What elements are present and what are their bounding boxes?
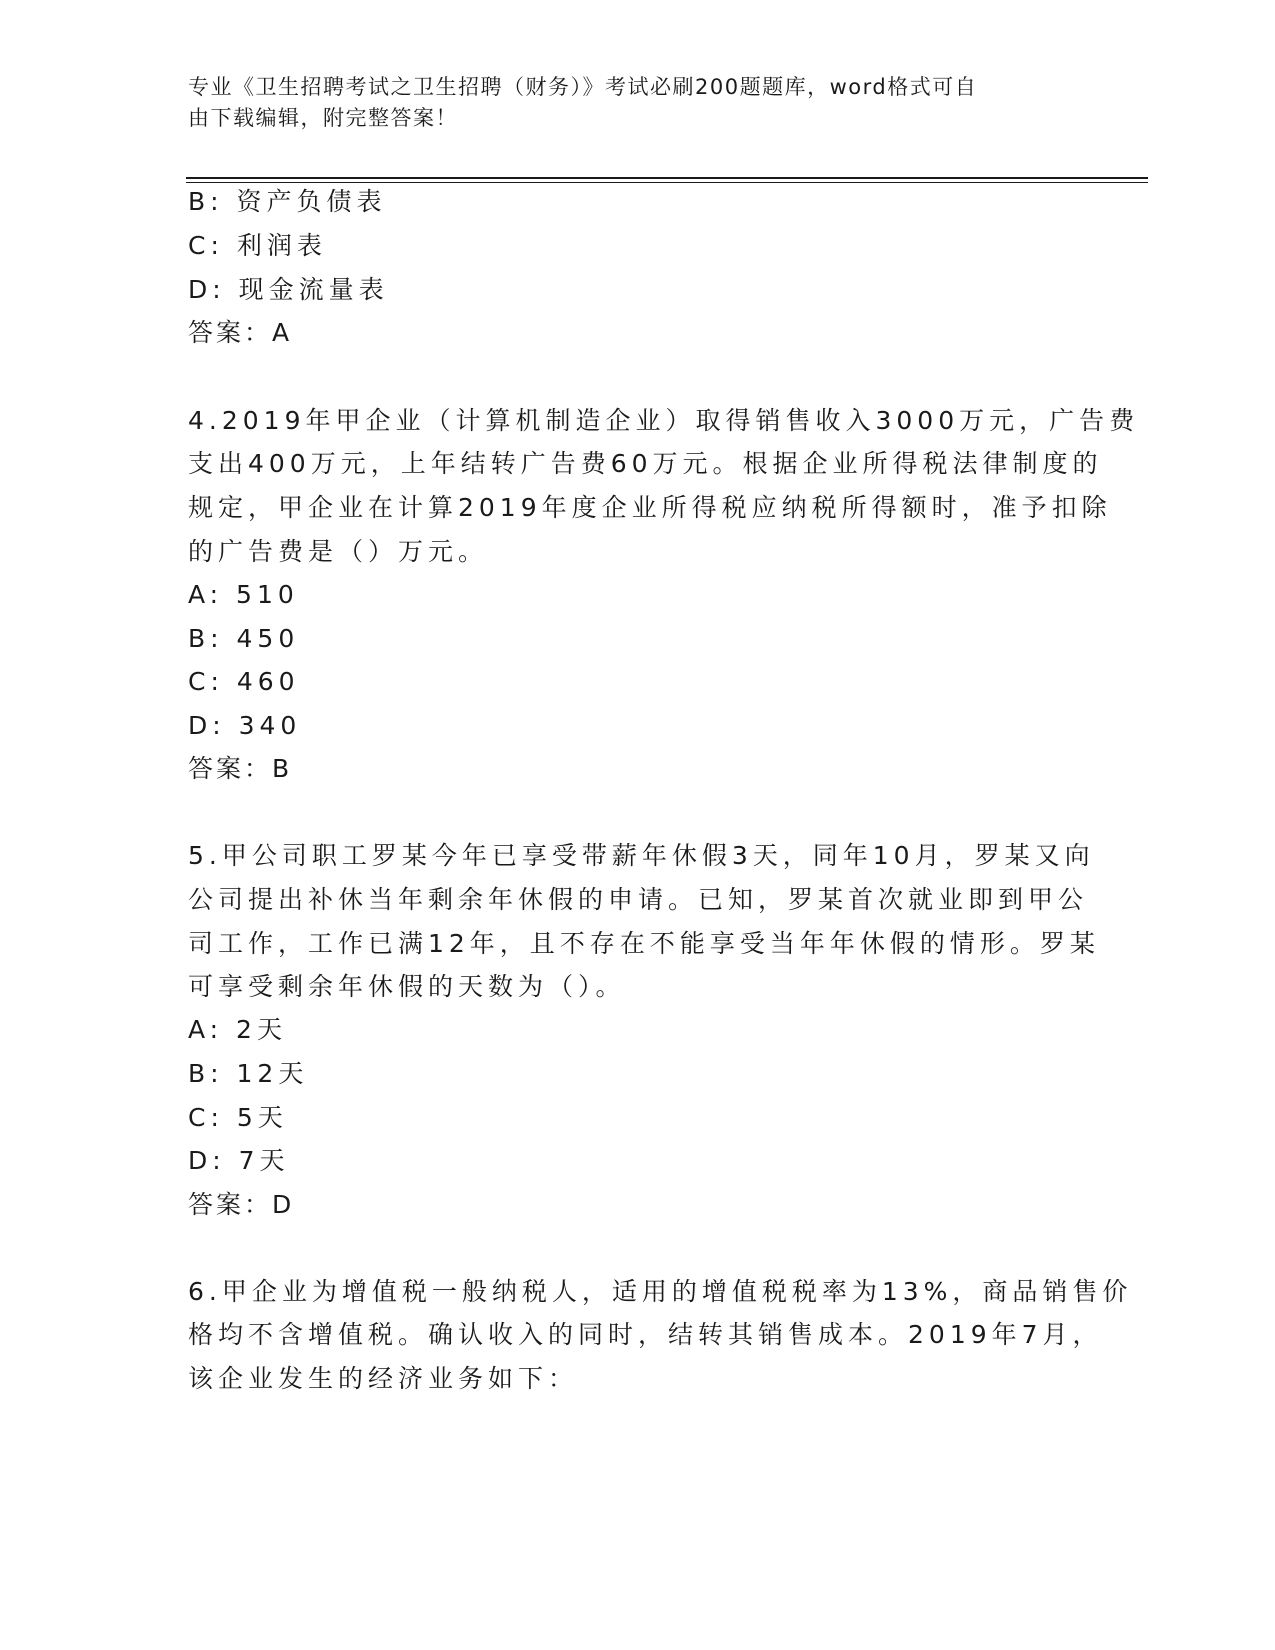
q4-answer: 答案：B <box>188 754 293 783</box>
q6-stem-line-1: 6.甲企业为增值税一般纳税人，适用的增值税税率为13%，商品销售价 <box>188 1277 1133 1306</box>
q5-stem-line-4: 可享受剩余年休假的天数为（）。 <box>188 972 626 1001</box>
q4-option-d: D: 340 <box>188 711 302 740</box>
q5-option-a: A: 2天 <box>188 1015 287 1044</box>
header-divider-thick <box>186 177 1148 179</box>
q5-stem-line-3: 司工作，工作已满12年，且不存在不能享受当年年休假的情形。罗某 <box>188 929 1100 958</box>
q5-option-d: D: 7天 <box>188 1146 290 1175</box>
q5-stem-line-2: 公司提出补休当年剩余年休假的申请。已知，罗某首次就业即到甲公 <box>188 885 1089 914</box>
q4-stem-line-1: 4.2019年甲企业（计算机制造企业）取得销售收入3000万元，广告费 <box>188 406 1140 435</box>
q4-option-b: B: 450 <box>188 624 300 653</box>
q4-stem-line-3: 规定，甲企业在计算2019年度企业所得税应纳税所得额时，准予扣除 <box>188 493 1112 522</box>
q4-stem-line-4: 的广告费是（）万元。 <box>188 537 489 566</box>
q3-answer: 答案：A <box>188 318 293 347</box>
q3-option-d: D: 现金流量表 <box>188 275 389 304</box>
q5-option-c: C: 5天 <box>188 1103 288 1132</box>
document-header <box>188 72 1068 134</box>
q5-stem-line-1: 5.甲公司职工罗某今年已享受带薪年休假3天，同年10月，罗某又向 <box>188 841 1095 870</box>
q5-answer: 答案：D <box>188 1190 295 1219</box>
q5-option-b: B: 12天 <box>188 1059 309 1088</box>
q4-option-a: A: 510 <box>188 580 299 609</box>
q4-stem-line-2: 支出400万元，上年结转广告费60万元。根据企业所得税法律制度的 <box>188 449 1103 478</box>
header-title-line-1: 专业《卫生招聘考试之卫生招聘（财务）》考试必刷200题题库，word格式可自 <box>188 75 978 99</box>
q4-option-c: C: 460 <box>188 667 300 696</box>
q6-stem-line-3: 该企业发生的经济业务如下： <box>188 1364 579 1393</box>
header-divider-thin <box>186 182 1148 183</box>
q3-option-c: C: 利润表 <box>188 231 327 260</box>
header-title-line-2: 由下载编辑，附完整答案！ <box>188 106 458 130</box>
q6-stem-line-2: 格均不含增值税。确认收入的同时，结转其销售成本。2019年7月， <box>188 1320 1103 1349</box>
q3-option-b: B: 资产负债表 <box>188 187 387 216</box>
